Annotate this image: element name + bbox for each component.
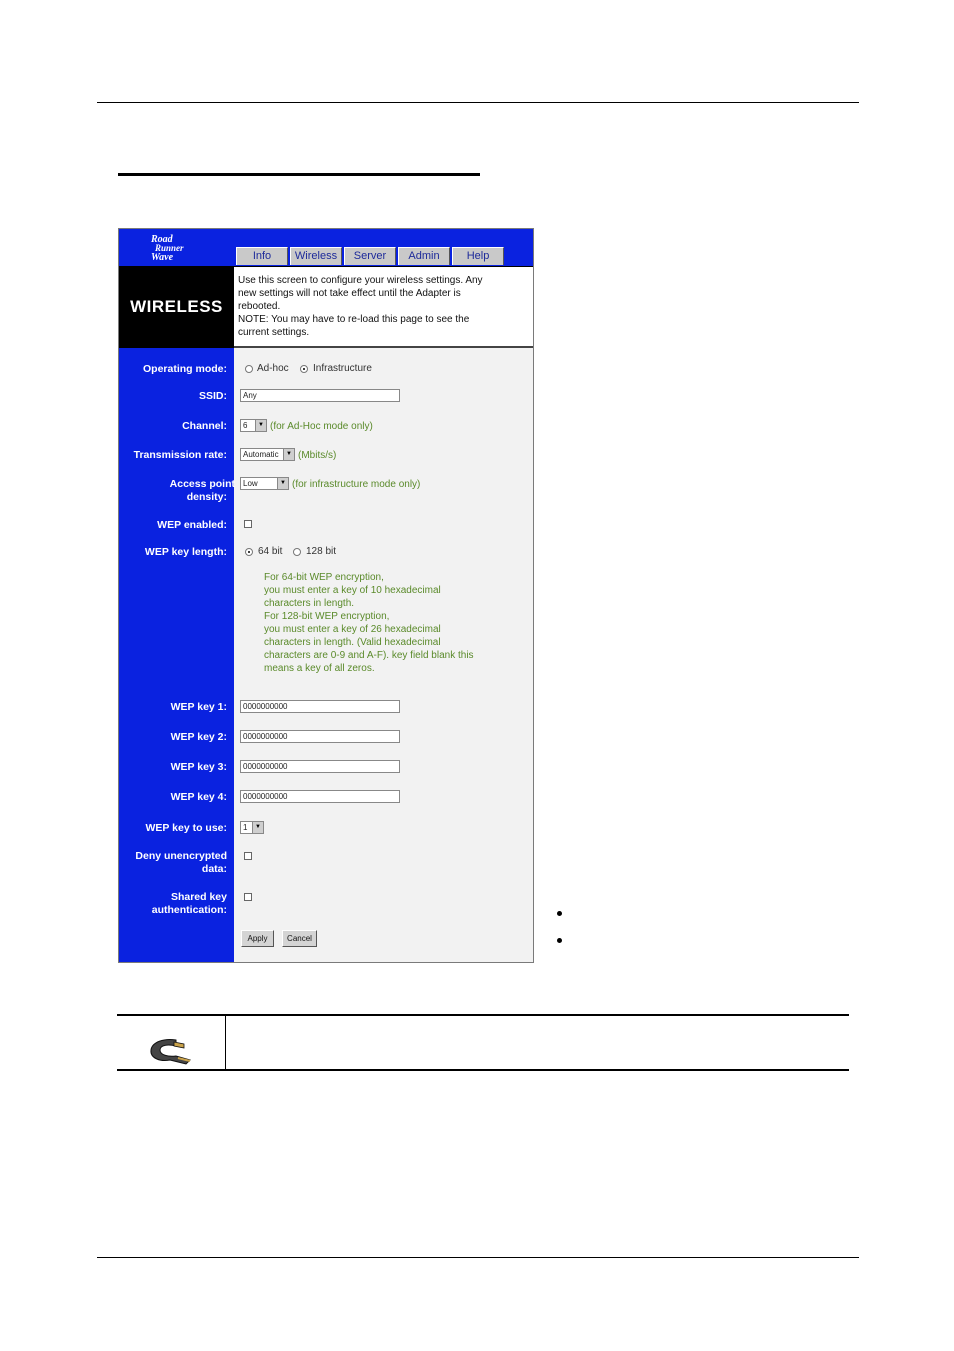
label-wep-key-2: WEP key 2: <box>170 731 227 743</box>
roadrunner-logo <box>149 232 211 262</box>
apply-button[interactable]: Apply <box>241 930 274 947</box>
help-line: you must enter a key of 10 hexadecimal <box>264 585 441 596</box>
wep-key-4-input[interactable]: 0000000000 <box>240 790 400 803</box>
hand-pointing-icon <box>146 1034 196 1068</box>
deny-unencrypted-checkbox[interactable] <box>244 852 252 860</box>
rate-hint: (Mbits/s) <box>298 450 337 461</box>
tab-admin[interactable]: Admin <box>398 247 450 265</box>
label-wep-key-to-use: WEP key to use: <box>145 822 227 834</box>
description-line: NOTE: You may have to re-load this page to see the <box>238 314 470 325</box>
key-length-64-label: 64 bit <box>258 546 283 557</box>
label-wep-key-length: WEP key length: <box>144 546 227 558</box>
nav-tabs <box>236 247 504 266</box>
label-density: density: <box>186 491 227 503</box>
footer-rule <box>97 1257 859 1258</box>
label-authentication: authentication: <box>151 904 227 916</box>
key-length-64-radio[interactable] <box>245 548 253 556</box>
help-line: characters are 0-9 and A-F). key field blank this <box>264 650 474 661</box>
label-deny-unencrypted: Deny unencrypted <box>135 850 227 862</box>
help-line: characters in length. <box>264 598 355 609</box>
tab-server[interactable]: Server <box>344 247 396 265</box>
density-value: Low <box>243 479 258 488</box>
label-ssid: SSID: <box>198 390 227 402</box>
tab-info[interactable]: Info <box>236 247 288 265</box>
channel-hint: (for Ad-Hoc mode only) <box>270 421 373 432</box>
label-wep-enabled: WEP enabled: <box>157 519 227 531</box>
note-box-top-rule <box>117 1014 849 1016</box>
logo-line2: Runner <box>155 243 184 253</box>
chevron-down-icon: ▼ <box>252 822 263 833</box>
section-heading-underline <box>118 173 480 176</box>
label-shared-key: Shared key <box>170 891 227 903</box>
tab-help[interactable]: Help <box>452 247 504 265</box>
wep-key-2-input[interactable]: 0000000000 <box>240 730 400 743</box>
description-line: Use this screen to configure your wireless settings. Any <box>238 275 483 286</box>
chevron-down-icon: ▼ <box>277 478 288 489</box>
wep-key-1-input[interactable]: 0000000000 <box>240 700 400 713</box>
label-deny-data: data: <box>201 863 227 875</box>
help-line: means a key of all zeros. <box>264 663 375 674</box>
note-box-bottom-rule <box>117 1069 849 1071</box>
help-line: you must enter a key of 26 hexadecimal <box>264 624 441 635</box>
key-length-128-label: 128 bit <box>306 546 337 557</box>
key-to-use-select[interactable] <box>240 821 264 834</box>
description-line: current settings. <box>238 327 310 338</box>
description-line: rebooted. <box>238 301 281 312</box>
adhoc-label: Ad-hoc <box>257 363 289 374</box>
cancel-button[interactable]: Cancel <box>282 930 317 947</box>
help-line: For 128-bit WEP encryption, <box>264 611 390 622</box>
description-line: new settings will not take effect until the Adapter is <box>238 288 461 299</box>
logo-line1: Road <box>151 234 173 245</box>
chevron-down-icon: ▼ <box>255 420 266 431</box>
transmission-rate-select[interactable] <box>240 448 295 461</box>
page-description <box>234 266 534 348</box>
ssid-input[interactable]: Any <box>240 389 400 402</box>
density-hint: (for infrastructure mode only) <box>292 479 421 490</box>
note-box-divider <box>225 1015 226 1070</box>
header-rule <box>97 102 859 103</box>
channel-select[interactable] <box>240 419 267 432</box>
wep-key-3-input[interactable]: 0000000000 <box>240 760 400 773</box>
wireless-config-screenshot <box>118 228 534 963</box>
rate-value: Automatic <box>243 450 279 459</box>
density-select[interactable] <box>240 477 289 490</box>
label-wep-key-1: WEP key 1: <box>170 701 227 713</box>
wep-enabled-checkbox[interactable] <box>244 520 252 528</box>
label-wep-key-3: WEP key 3: <box>170 761 227 773</box>
key-to-use-value: 1 <box>243 823 248 832</box>
label-access-point: Access point <box>169 478 235 490</box>
logo-line3: Wave <box>151 252 174 262</box>
infrastructure-radio[interactable] <box>300 365 308 373</box>
label-operating-mode: Operating mode: <box>142 363 227 375</box>
infrastructure-label: Infrastructure <box>313 363 372 374</box>
label-transmission-rate: Transmission rate: <box>133 449 227 461</box>
bullet-marker <box>557 938 562 943</box>
tab-wireless[interactable]: Wireless <box>290 247 342 265</box>
shared-key-auth-checkbox[interactable] <box>244 893 252 901</box>
channel-value: 6 <box>243 421 248 430</box>
help-line: characters in length. (Valid hexadecimal <box>264 637 441 648</box>
key-length-128-radio[interactable] <box>293 548 301 556</box>
wep-help-text <box>264 571 474 675</box>
adhoc-radio[interactable] <box>245 365 253 373</box>
help-line: For 64-bit WEP encryption, <box>264 572 384 583</box>
page-title: WIRELESS <box>130 297 223 316</box>
chevron-down-icon: ▼ <box>283 449 294 460</box>
label-channel: Channel: <box>182 420 227 432</box>
label-wep-key-4: WEP key 4: <box>170 791 227 803</box>
bullet-marker <box>557 911 562 916</box>
